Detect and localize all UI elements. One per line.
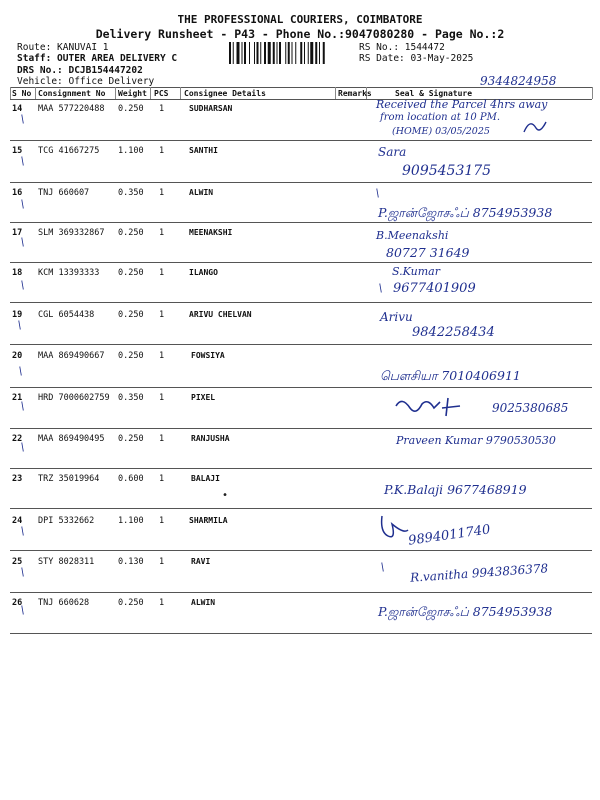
row-rule: [10, 468, 592, 469]
row-consignment-no: MAA 869490667: [38, 351, 105, 361]
check-mark: /: [15, 365, 27, 378]
row-sno: 18: [12, 268, 23, 278]
row-weight: 0.600: [118, 474, 144, 484]
row-pcs: 1: [159, 474, 165, 484]
row-sno: 17: [12, 228, 23, 238]
check-mark: /: [377, 561, 389, 574]
signature-line: Arivu: [380, 310, 413, 324]
check-mark: /: [375, 282, 387, 295]
signature-line: 9894011740: [407, 522, 492, 549]
row-pcs: 1: [159, 146, 165, 156]
row-rule: [10, 222, 592, 223]
row-weight: 0.130: [118, 557, 144, 567]
col-header-sno: S No: [12, 89, 32, 98]
signature-line: S.Kumar: [392, 265, 440, 278]
signature-scribble: [392, 394, 472, 420]
col-divider: [115, 87, 116, 99]
check-mark: /: [17, 441, 29, 454]
row-weight: 1.100: [118, 146, 144, 156]
company-title: THE PROFESSIONAL COURIERS, COIMBATORE: [177, 13, 423, 26]
row-pcs: 1: [159, 598, 165, 608]
row-consignee: SANTHI: [189, 146, 218, 155]
row-consignee: ILANGO: [189, 268, 218, 277]
row-rule: [10, 182, 592, 183]
signature-line: 9095453175: [402, 163, 492, 179]
row-pcs: 1: [159, 434, 165, 444]
row-rule: [10, 302, 592, 303]
route-label: Route: KANUVAI 1: [17, 42, 109, 53]
col-divider: [150, 87, 151, 99]
col-header-consignment: Consignment No: [38, 89, 106, 98]
signature-line: 9025380685: [492, 401, 569, 415]
row-consignee: ALWIN: [189, 188, 214, 197]
row-rule: [10, 428, 592, 429]
check-mark: /: [372, 187, 384, 200]
row-consignee: ALWIN: [191, 598, 216, 607]
row-consignee: RAVI: [191, 557, 211, 566]
check-mark: /: [17, 525, 29, 538]
row-weight: 0.250: [118, 228, 144, 238]
row-consignment-no: CGL 6054438: [38, 310, 95, 320]
row-sno: 25: [12, 557, 23, 567]
signature-line: Received the Parcel 4hrs away: [376, 98, 548, 111]
header-top-rule: [10, 87, 592, 88]
row-pcs: 1: [159, 268, 165, 278]
row-pcs: 1: [159, 516, 165, 526]
col-header-weight: Weight: [118, 89, 147, 98]
col-divider: [335, 87, 336, 99]
row-consignee: MEENAKSHI: [189, 228, 233, 237]
signature-line: P.K.Balaji 9677468919: [384, 482, 527, 497]
row-sno: 23: [12, 474, 23, 484]
row-consignee: ARIVU CHELVAN: [189, 310, 252, 319]
signature-scribble: [520, 118, 550, 136]
row-consignment-no: HRD 7000602759: [38, 393, 110, 403]
signature-line: P.ஜான்ஜோசஃப் 8754953938: [378, 205, 553, 220]
signature-line: 9842258434: [412, 325, 495, 340]
signature-line: Praveen Kumar 9790530530: [396, 434, 556, 447]
col-header-pcs: PCS: [154, 89, 169, 98]
row-consignee: BALAJI: [191, 474, 220, 483]
staff-label: Staff: OUTER AREA DELIVERY C: [17, 53, 178, 64]
signature-line: B.Meenakshi: [376, 229, 449, 242]
row-rule: [10, 387, 592, 388]
row-rule: [10, 344, 592, 345]
row-consignment-no: TNJ 660628: [38, 598, 90, 608]
signature-line: (HOME) 03/05/2025: [392, 126, 490, 137]
row-consignee: RANJUSHA: [191, 434, 230, 443]
row-pcs: 1: [159, 351, 165, 361]
row-consignment-no: TCG 41667275: [38, 146, 100, 156]
row-sno: 26: [12, 598, 23, 608]
signature-line: from location at 10 PM.: [380, 112, 501, 123]
row-weight: 0.250: [118, 598, 144, 608]
row-weight: 0.350: [118, 188, 144, 198]
check-mark: /: [14, 319, 26, 332]
row-consignment-no: TRZ 35019964: [38, 474, 100, 484]
row-pcs: 1: [159, 228, 165, 238]
row-consignee: SUDHARSAN: [189, 104, 233, 113]
row-pcs: 1: [159, 557, 165, 567]
row-pcs: 1: [159, 104, 165, 114]
row-rule: [10, 550, 592, 551]
drs-number: DRS No.: DCJB154447202: [17, 65, 143, 76]
row-sno: 15: [12, 146, 23, 156]
col-divider: [180, 87, 181, 99]
row-sno: 19: [12, 310, 23, 320]
col-header-consignee: Consignee Details: [184, 89, 266, 98]
row-weight: 0.250: [118, 434, 144, 444]
signature-line: பெளசியா 7010406911: [380, 368, 521, 383]
row-pcs: 1: [159, 188, 165, 198]
barcode: [229, 42, 355, 64]
row-sno: 24: [12, 516, 23, 526]
check-mark: /: [17, 155, 29, 168]
row-consignment-no: MAA 869490495: [38, 434, 105, 444]
row-consignment-no: SLM 369332867: [38, 228, 105, 238]
row-consignment-no: DPI 5332662: [38, 516, 95, 526]
row-consignment-no: KCM 13393333: [38, 268, 100, 278]
check-mark: /: [17, 236, 29, 249]
row-consignment-no: STY 8028311: [38, 557, 95, 567]
check-mark: /: [17, 198, 29, 211]
check-mark: /: [17, 604, 29, 617]
signature-line: Sara: [378, 145, 407, 159]
col-header-seal-signature: Seal & Signature: [395, 89, 473, 98]
row-weight: 1.100: [118, 516, 144, 526]
handwritten-phone: 9344824958: [480, 74, 557, 88]
check-mark: /: [17, 113, 29, 126]
check-mark: /: [17, 279, 29, 292]
signature-line: P.ஜான்ஜோசஃப் 8754953938: [378, 604, 553, 619]
signature-line: 80727 31649: [386, 245, 470, 260]
row-consignment-no: MAA 577220488: [38, 104, 105, 114]
signature-line: R.vanitha 9943836378: [409, 561, 549, 585]
col-divider: [592, 87, 593, 99]
row-sno: 22: [12, 434, 23, 444]
row-consignee: PIXEL: [191, 393, 216, 402]
runsheet-subtitle: Delivery Runsheet - P43 - Phone No.:9047080280 - Page No.:2: [95, 27, 505, 41]
row-consignee: FOWSIYA: [191, 351, 225, 360]
row-pcs: 1: [159, 310, 165, 320]
row-sno: 20: [12, 351, 23, 361]
row-consignee: SHARMILA: [189, 516, 228, 525]
col-header-remarks: Remarks: [338, 89, 372, 98]
signature-line: 9677401909: [393, 281, 476, 296]
check-mark: /: [17, 400, 29, 413]
row-sno: 14: [12, 104, 23, 114]
row-rule: [10, 140, 592, 141]
pen-mark: •: [222, 490, 229, 501]
row-rule: [10, 262, 592, 263]
col-divider: [35, 87, 36, 99]
row-rule: [10, 633, 592, 634]
row-pcs: 1: [159, 393, 165, 403]
row-sno: 21: [12, 393, 23, 403]
row-rule: [10, 508, 592, 509]
vehicle-label: Vehicle: Office Delivery: [17, 76, 155, 87]
row-weight: 0.250: [118, 351, 144, 361]
row-weight: 0.250: [118, 104, 144, 114]
rs-number: RS No.: 1544472: [359, 42, 445, 53]
row-consignment-no: TNJ 660607: [38, 188, 90, 198]
row-weight: 0.250: [118, 310, 144, 320]
check-mark: /: [17, 566, 29, 579]
row-weight: 0.250: [118, 268, 144, 278]
col-divider: [10, 87, 11, 99]
row-weight: 0.350: [118, 393, 144, 403]
rs-date: RS Date: 03-May-2025: [359, 53, 474, 64]
row-sno: 16: [12, 188, 23, 198]
row-rule: [10, 592, 592, 593]
